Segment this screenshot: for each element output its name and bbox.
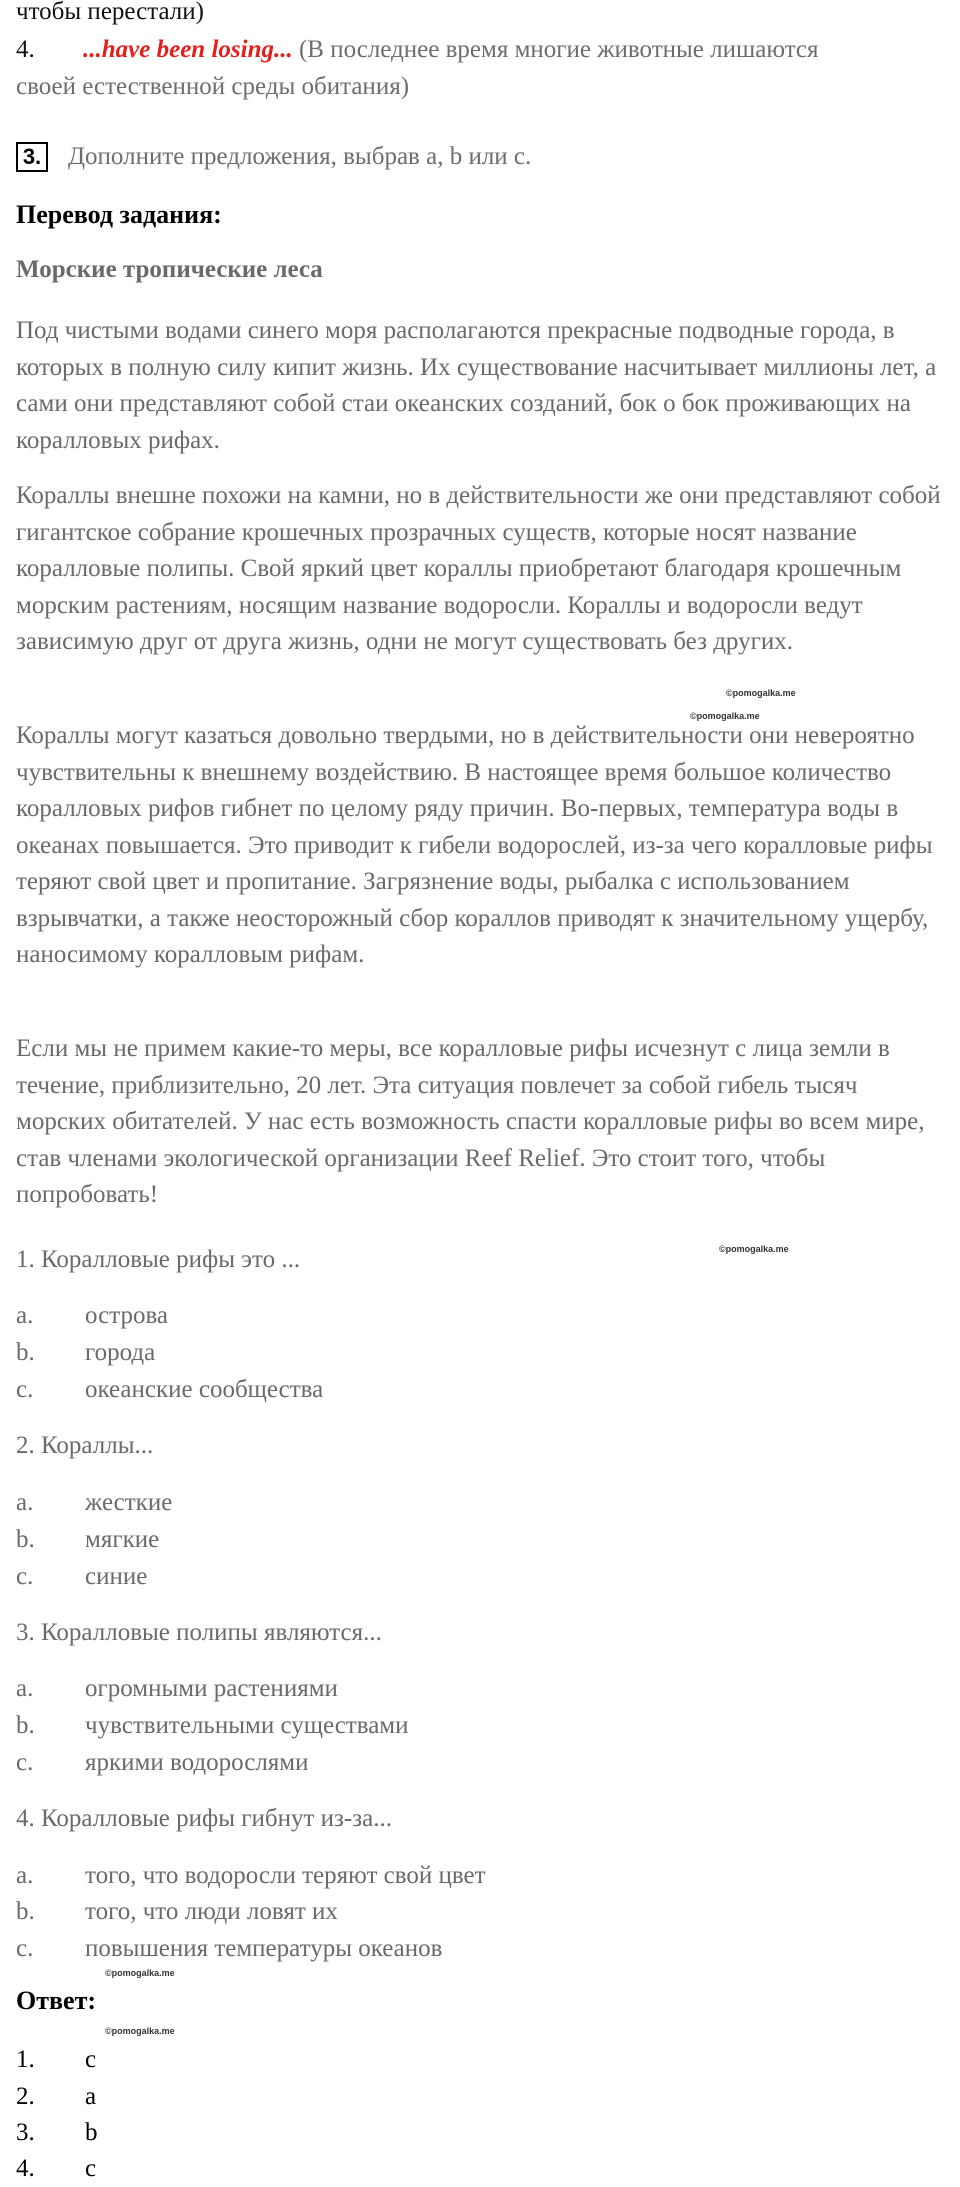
answer-number: 4. bbox=[16, 2155, 35, 2182]
option-letter: c. bbox=[16, 1563, 34, 1590]
answer-value: b bbox=[85, 2119, 98, 2146]
answer-number: 3. bbox=[16, 2119, 35, 2146]
answer-value: c bbox=[85, 2155, 97, 2182]
item-answer: ...have been losing... bbox=[83, 36, 293, 63]
option-text: того, что люди ловят их bbox=[85, 1898, 338, 1925]
answer-number: 2. bbox=[16, 2083, 35, 2110]
watermark: ©pomogalka.me bbox=[726, 688, 796, 698]
task-instruction: Дополните предложения, выбрав a, b или c. bbox=[68, 143, 532, 170]
option-text: яркими водорослями bbox=[85, 1749, 309, 1776]
previous-text-line: чтобы перестали) bbox=[16, 0, 204, 25]
option-letter: a. bbox=[16, 1675, 34, 1702]
option-text: повышения температуры океанов bbox=[85, 1935, 443, 1962]
option-letter: c. bbox=[16, 1749, 34, 1776]
question-3: 3. Коралловые полипы являются... bbox=[16, 1619, 382, 1646]
option-text: океанские сообщества bbox=[85, 1376, 324, 1403]
option-letter: b. bbox=[16, 1898, 35, 1925]
paragraph-3: Кораллы могут казаться довольно твердыми, но в действительности они невероятно чувствительны к внешнему воздействию. В настоящее время большое количество коралловых рифов гибнет по целому ряду причин. Во-первых, температура воды в океанах повышается. Это приводит к гибели водорослей, из-за чего коралловые рифы теряют свой цвет и пропитание. Загрязнение воды, рыбалка с использованием взрывчатки, а также неосторожный сбор кораллов приводят к значительному ущербу, наносимому коралловым рифам. bbox=[16, 722, 933, 968]
option-letter: a. bbox=[16, 1302, 34, 1329]
watermark: ©pomogalka.me bbox=[105, 2026, 175, 2036]
option-text: мягкие bbox=[85, 1526, 160, 1553]
option-text: жесткие bbox=[85, 1489, 173, 1516]
option-text: огромными растениями bbox=[85, 1675, 338, 1702]
option-letter: c. bbox=[16, 1376, 34, 1403]
answer-value: c bbox=[85, 2046, 97, 2073]
question-1: 1. Коралловые рифы это ... bbox=[16, 1246, 301, 1273]
option-letter: b. bbox=[16, 1526, 35, 1553]
paragraph-2: Кораллы внешне похожи на камни, но в действительности же они представляют собой гигантское собрание крошечных прозрачных существ, которые носят название коралловые полипы. Свой яркий цвет кораллы приобретают благодаря крошечным морским растениям, носящим название водоросли. Кораллы и водоросли ведут зависимую друг от друга жизнь, одни не могут существовать без других. bbox=[16, 482, 941, 655]
question-2: 2. Кораллы... bbox=[16, 1432, 154, 1459]
option-text: того, что водоросли теряют свой цвет bbox=[85, 1862, 486, 1889]
watermark: ©pomogalka.me bbox=[105, 1968, 175, 1978]
option-text: города bbox=[85, 1339, 156, 1366]
answer-value: a bbox=[85, 2083, 97, 2110]
task-number-box: 3. bbox=[16, 142, 48, 172]
watermark: ©pomogalka.me bbox=[690, 711, 760, 721]
paragraph-4: Если мы не примем какие-то меры, все коралловые рифы исчезнут с лица земли в течение, приблизительно, 20 лет. Эта ситуация повлечет за собой гибель тысяч морских обитателей. У нас есть возможность спасти коралловые рифы во всем мире, став членами экологической организации Reef Relief. Это стоит того, чтобы попробовать! bbox=[16, 1035, 925, 1208]
paragraph-1: Под чистыми водами синего моря располагаются прекрасные подводные города, в которых в полную силу кипит жизнь. Их существование насчитывает миллионы лет, а сами они представляют собой стаи океанских созданий, бок о бок проживающих на коралловых рифах. bbox=[16, 317, 937, 454]
item-translation-continuation: своей естественной среды обитания) bbox=[16, 73, 410, 100]
option-letter: a. bbox=[16, 1489, 34, 1516]
option-text: острова bbox=[85, 1302, 169, 1329]
item-translation: (В последнее время многие животные лишаются bbox=[292, 36, 819, 63]
text-title: Морские тропические леса bbox=[16, 256, 323, 283]
option-letter: c. bbox=[16, 1935, 34, 1962]
question-4: 4. Коралловые рифы гибнут из-за... bbox=[16, 1805, 392, 1832]
previous-item-4 bbox=[16, 32, 819, 68]
option-letter: a. bbox=[16, 1862, 34, 1889]
translation-heading: Перевод задания: bbox=[16, 200, 222, 229]
option-text: синие bbox=[85, 1563, 148, 1590]
answer-number: 1. bbox=[16, 2046, 35, 2073]
answer-heading: Ответ: bbox=[16, 1986, 97, 2015]
item-number: 4. bbox=[16, 36, 35, 63]
watermark: ©pomogalka.me bbox=[719, 1244, 789, 1254]
option-letter: b. bbox=[16, 1339, 35, 1366]
option-text: чувствительными существами bbox=[85, 1712, 409, 1739]
option-letter: b. bbox=[16, 1712, 35, 1739]
